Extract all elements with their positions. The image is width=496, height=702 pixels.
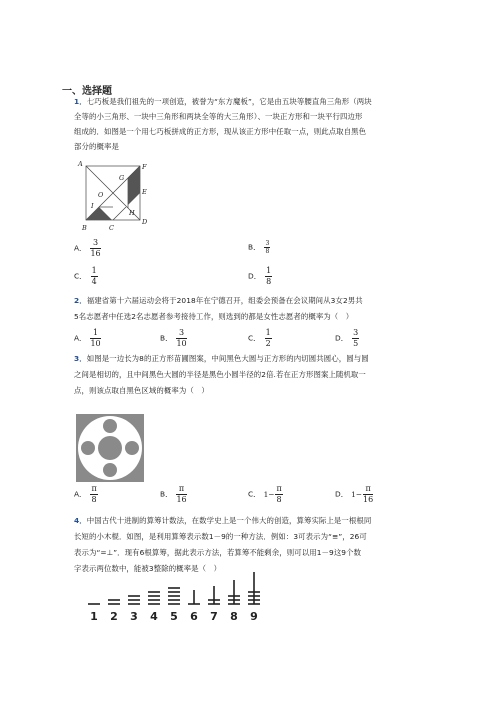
small-circle-right	[125, 441, 139, 455]
fig-label-i: I	[91, 202, 94, 210]
q3-option-a[interactable]: A． $\frac{\pi}{8}$	[74, 484, 97, 504]
q4-number: 4．	[74, 516, 87, 525]
counting-rods-figure	[80, 566, 280, 628]
fig-label-a: A	[78, 160, 83, 168]
q4-line-3: 表示为“=⊥”．现有6根算筹，据此表示方法，若算筹不能剩余，则可以用1－9这9个数	[74, 548, 362, 557]
small-circle-bottom	[103, 463, 117, 477]
q2-line-1: 2．福建省第十六届运动会将于2018年在宁德召开，组委会预备在会议期间从3女2男共	[74, 296, 363, 305]
q1-option-a[interactable]: A． $\frac{3}{16}$	[74, 238, 101, 258]
tangram-figure	[74, 160, 158, 232]
fig-label-g: G	[119, 174, 125, 182]
fig-label-f: F	[142, 163, 147, 171]
q3-option-d[interactable]: D． 1− $\frac{\pi}{16}$	[335, 484, 374, 504]
rod-digit-6: 6	[190, 610, 198, 623]
rod-digit-7: 7	[210, 610, 218, 623]
q2-option-b[interactable]: B． $\frac{3}{10}$	[160, 328, 187, 348]
rod-digit-8: 8	[230, 610, 238, 623]
section-title: 一、选择题	[62, 86, 112, 97]
q1-option-c[interactable]: C． $\frac{1}{4}$	[74, 266, 97, 286]
q2-option-d[interactable]: D． $\frac{3}{5}$	[335, 328, 359, 348]
rod-digit-3: 3	[130, 610, 138, 623]
q4-line-2: 长短的小木棍．如图，是利用算筹表示数1－9的一种方法．例如：3可表示为“≡”，26可	[74, 532, 367, 541]
fig-label-o: O	[98, 191, 104, 199]
center-black-circle	[98, 436, 122, 460]
q2-line-2: 5名志愿者中任选2名志愿者参考接待工作，则选到的都是女性志愿者的概率为（ ）	[74, 312, 354, 321]
q2-option-a[interactable]: A． $\frac{1}{10}$	[74, 328, 101, 348]
small-circle-left	[81, 441, 95, 455]
q3-option-b[interactable]: B． $\frac{\pi}{16}$	[160, 484, 187, 504]
q1-line-3: 组成的．如图是一个用七巧板拼成的正方形，现从该正方形中任取一点，则此点取自黑色	[74, 127, 367, 136]
q3-line-1: 3．如图是一边长为8的正方形苗圃图案，中间黑色大圆与正方形的内切圆共圆心，圆与圆	[74, 354, 369, 363]
q3-number: 3．	[74, 354, 87, 363]
q2-number: 2．	[74, 296, 87, 305]
q1-option-b[interactable]: B． $\frac{3}{8}$	[248, 240, 270, 255]
q3-line-3: 点，则该点取自黑色区域的概率为（ ）	[74, 386, 209, 395]
q1-line-1: 1．七巧板是我们祖先的一项创造，被誉为“东方魔板”，它是由五块等腰直角三角形（两块	[74, 97, 372, 106]
q1-option-d[interactable]: D． $\frac{1}{8}$	[248, 266, 272, 286]
q1-line-4: 部分的概率是	[74, 142, 119, 151]
fig-label-d: D	[142, 218, 148, 226]
rod-digit-9: 9	[250, 610, 258, 623]
q4-line-4: 字表示两位数中，能被3整除的概率是（ ）	[74, 564, 222, 573]
q3-line-2: 之间是相切的，且中间黑色大圆的半径是黑色小圆半径的2倍.若在正方形图案上随机取一	[74, 370, 366, 379]
fig-label-h: H	[129, 209, 135, 217]
fig-label-b: B	[82, 224, 87, 232]
fig-label-c: C	[109, 224, 114, 232]
tangram-dark-triangle	[86, 207, 112, 220]
rod-digit-1: 1	[90, 610, 98, 623]
rod-digit-2: 2	[110, 610, 118, 623]
small-circle-top	[103, 419, 117, 433]
fig-label-e: E	[142, 188, 147, 196]
q1-number: 1．	[74, 97, 87, 106]
q1-line-2: 全等的小三角形、一块中三角形和两块全等的大三角形）、一块正方形和一块平行四边形	[74, 112, 363, 121]
garden-pattern-figure	[76, 414, 144, 482]
rod-digit-4: 4	[150, 610, 158, 623]
q3-option-c[interactable]: C． 1− $\frac{\pi}{8}$	[248, 484, 282, 504]
q4-line-1: 4．中国古代十进制的算筹计数法，在数学史上是一个伟大的创造，算筹实际上是一根根同	[74, 516, 372, 525]
q2-option-c[interactable]: C． $\frac{1}{2}$	[248, 328, 271, 348]
rod-digit-5: 5	[170, 610, 178, 623]
